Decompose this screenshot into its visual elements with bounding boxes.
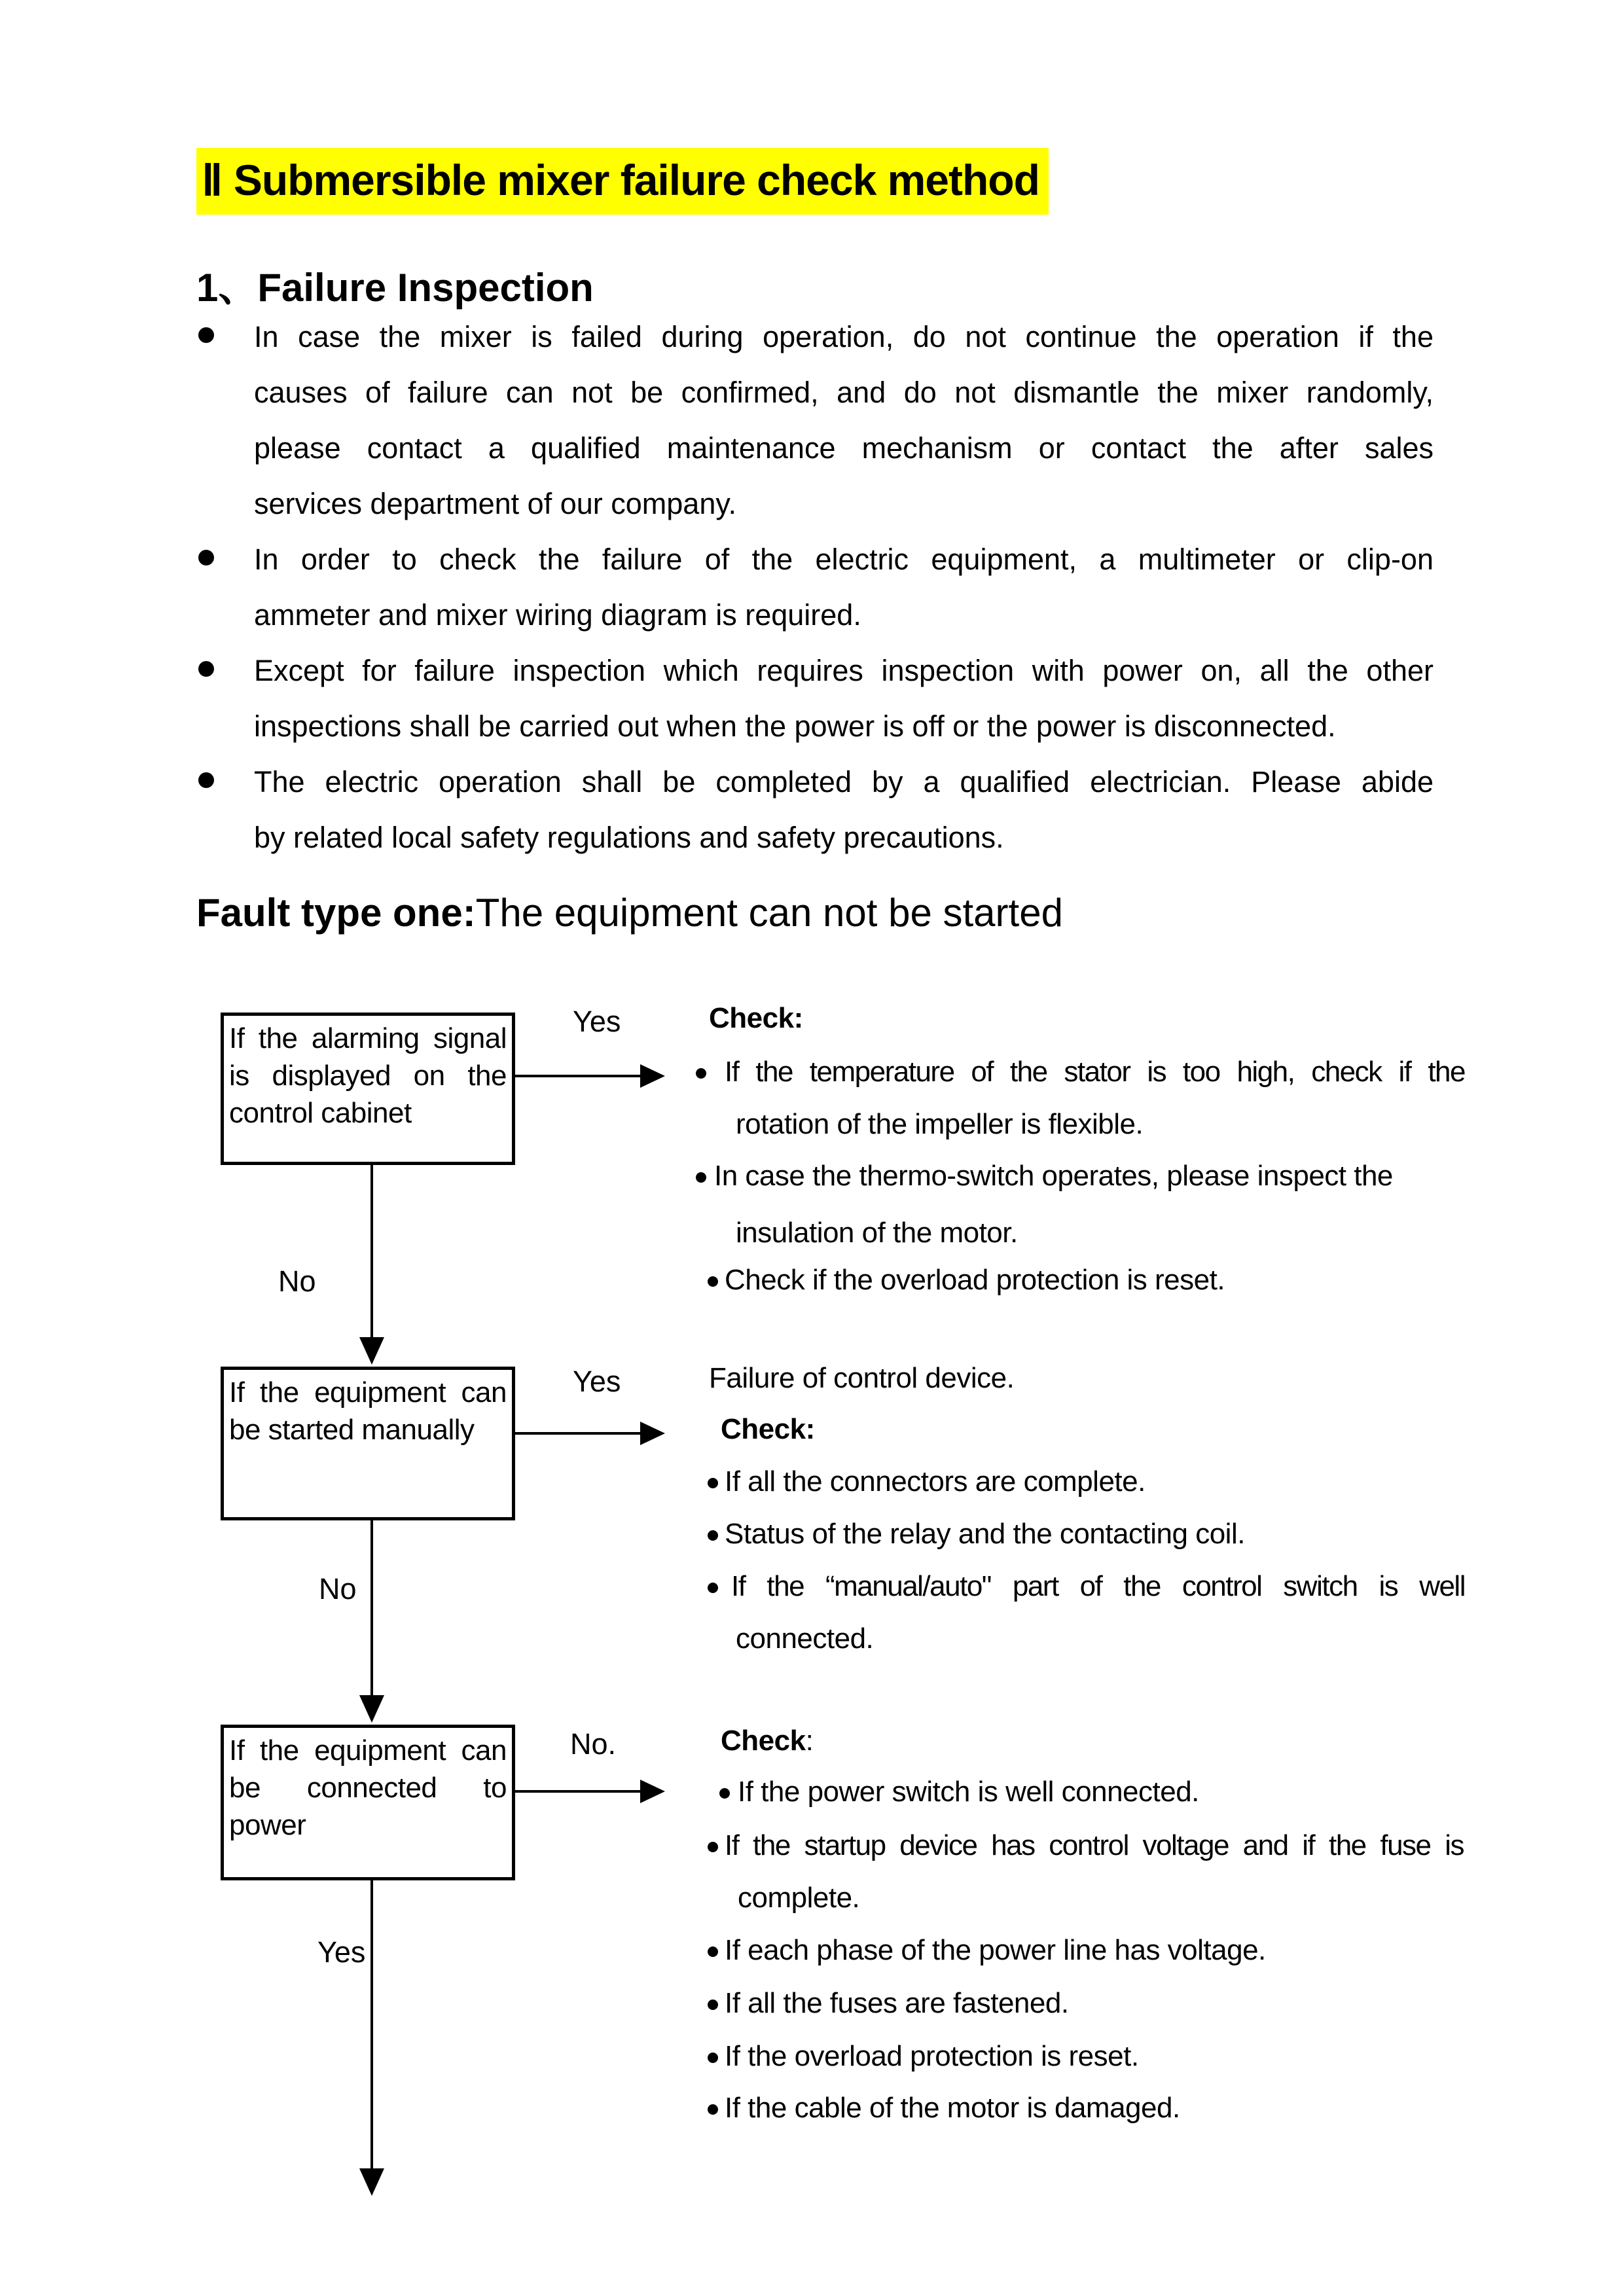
intro-bullet-line: by related local safety regulations and safety precautions. bbox=[254, 821, 1004, 854]
intro-bullet-line: Except for failure inspection which requires inspection with power on, all the other bbox=[254, 654, 1434, 687]
sub-bullet-icon bbox=[708, 2053, 718, 2063]
arrow-down-icon bbox=[359, 1337, 384, 1365]
check-item-line: In case the thermo-switch operates, please inspect the bbox=[714, 1160, 1393, 1192]
sub-bullet-icon bbox=[708, 1530, 718, 1541]
flow-box-line: If the equipment can bbox=[229, 1376, 507, 1408]
bullet-icon bbox=[198, 550, 214, 565]
flow-label-yes-2: Yes bbox=[573, 1365, 621, 1398]
check-heading-colon: : bbox=[805, 1725, 814, 1757]
bullet-icon bbox=[198, 772, 214, 788]
arrow-line bbox=[370, 1165, 373, 1337]
bullet-icon bbox=[198, 327, 214, 343]
intro-bullet-line: ammeter and mixer wiring diagram is required. bbox=[254, 598, 861, 632]
arrow-down-icon bbox=[359, 1695, 384, 1723]
check-heading-bold: Check bbox=[721, 1725, 806, 1757]
flow-label-no-1: No bbox=[278, 1265, 316, 1298]
arrow-right-icon bbox=[640, 1064, 665, 1088]
arrow-line bbox=[370, 1880, 373, 2168]
intro-bullet-line: please contact a qualified maintenance mechanism or contact the after sales bbox=[254, 431, 1434, 465]
intro-bullet-line: causes of failure can not be confirmed, and do not dismantle the mixer randomly, bbox=[254, 376, 1434, 409]
check-item-line: If all the connectors are complete. bbox=[725, 1465, 1146, 1498]
flow-box-line: be connected to bbox=[229, 1772, 507, 1804]
check-item-line: insulation of the motor. bbox=[736, 1217, 1018, 1249]
arrow-down-icon bbox=[359, 2168, 384, 2196]
arrow-line bbox=[370, 1520, 373, 1695]
check-item-line: If the temperature of the stator is too high, check if the bbox=[725, 1056, 1465, 1088]
sub-bullet-icon bbox=[719, 1788, 730, 1799]
fault-type-heading-rest: The equipment can not be started bbox=[475, 891, 1063, 935]
check-item-line: connected. bbox=[736, 1623, 874, 1655]
flow-box-line: If the equipment can bbox=[229, 1734, 507, 1767]
intro-bullet-line: inspections shall be carried out when the power is off or the power is disconnected. bbox=[254, 709, 1336, 743]
intro-bullet-line: services department of our company. bbox=[254, 487, 737, 520]
flow-box-line: control cabinet bbox=[229, 1097, 412, 1129]
arrow-right-icon bbox=[640, 1422, 665, 1445]
sub-bullet-icon bbox=[696, 1068, 706, 1079]
page-title: Ⅱ Submersible mixer failure check method bbox=[196, 148, 1049, 215]
sub-bullet-icon bbox=[708, 1583, 718, 1593]
arrow-right-icon bbox=[640, 1780, 665, 1803]
check-item-line: rotation of the impeller is flexible. bbox=[736, 1108, 1144, 1140]
fault-type-heading-bold: Fault type one: bbox=[196, 891, 476, 935]
check-item-line: If the power switch is well connected. bbox=[738, 1776, 1199, 1808]
intro-bullet-line: The electric operation shall be completed by a qualified electrician. Please abide bbox=[254, 765, 1434, 798]
check-item-line: If the startup device has control voltage and if the fuse is bbox=[725, 1829, 1464, 1861]
flow-box-power-connect bbox=[221, 1725, 515, 1880]
intro-bullet-line: In order to check the failure of the electric equipment, a multimeter or clip-on bbox=[254, 543, 1434, 576]
sub-bullet-icon bbox=[708, 1478, 718, 1488]
flow-label-yes-3: Yes bbox=[317, 1935, 366, 1969]
arrow-line bbox=[515, 1075, 640, 1077]
sub-bullet-icon bbox=[708, 1842, 718, 1852]
check-intro: Failure of control device. bbox=[709, 1362, 1015, 1394]
check-item-line: complete. bbox=[738, 1882, 860, 1914]
check-item-line: Status of the relay and the contacting coil. bbox=[725, 1518, 1245, 1550]
check-item-line: Check if the overload protection is reset. bbox=[725, 1264, 1225, 1296]
sub-bullet-icon bbox=[708, 2104, 718, 2115]
arrow-line bbox=[515, 1432, 640, 1435]
flow-label-yes-1: Yes bbox=[573, 1005, 621, 1038]
check-item-line: If the cable of the motor is damaged. bbox=[725, 2092, 1180, 2124]
check-heading: Check: bbox=[721, 1413, 815, 1445]
check-item-line: If each phase of the power line has voltage. bbox=[725, 1934, 1266, 1966]
check-item-line: If the overload protection is reset. bbox=[725, 2040, 1139, 2072]
bullet-icon bbox=[198, 661, 214, 677]
check-item-line: If all the fuses are fastened. bbox=[725, 1987, 1069, 2019]
flow-box-line: power bbox=[229, 1809, 306, 1841]
sub-bullet-icon bbox=[708, 2000, 718, 2010]
intro-bullet-line: In case the mixer is failed during operation, do not continue the operation if the bbox=[254, 320, 1434, 353]
sub-bullet-icon bbox=[708, 1276, 718, 1287]
flow-box-line: is displayed on the bbox=[229, 1060, 507, 1092]
arrow-line bbox=[515, 1790, 640, 1793]
check-heading: Check: bbox=[709, 1002, 803, 1034]
flow-box-line: If the alarming signal bbox=[229, 1022, 507, 1054]
fault-type-heading bbox=[196, 890, 1063, 935]
flow-box-manual-start bbox=[221, 1367, 515, 1520]
flow-box-line: be started manually bbox=[229, 1414, 475, 1446]
flow-label-no-2: No bbox=[319, 1572, 357, 1605]
flow-label-no-3: No. bbox=[570, 1727, 617, 1761]
flow-box-alarm-signal bbox=[221, 1013, 515, 1165]
check-item-line: If the “manual/auto" part of the control switch is well bbox=[731, 1570, 1465, 1602]
sub-bullet-icon bbox=[696, 1172, 706, 1183]
sub-bullet-icon bbox=[708, 1946, 718, 1957]
check-heading bbox=[721, 1724, 813, 1758]
section-heading: 1、Failure Inspection bbox=[196, 266, 594, 310]
